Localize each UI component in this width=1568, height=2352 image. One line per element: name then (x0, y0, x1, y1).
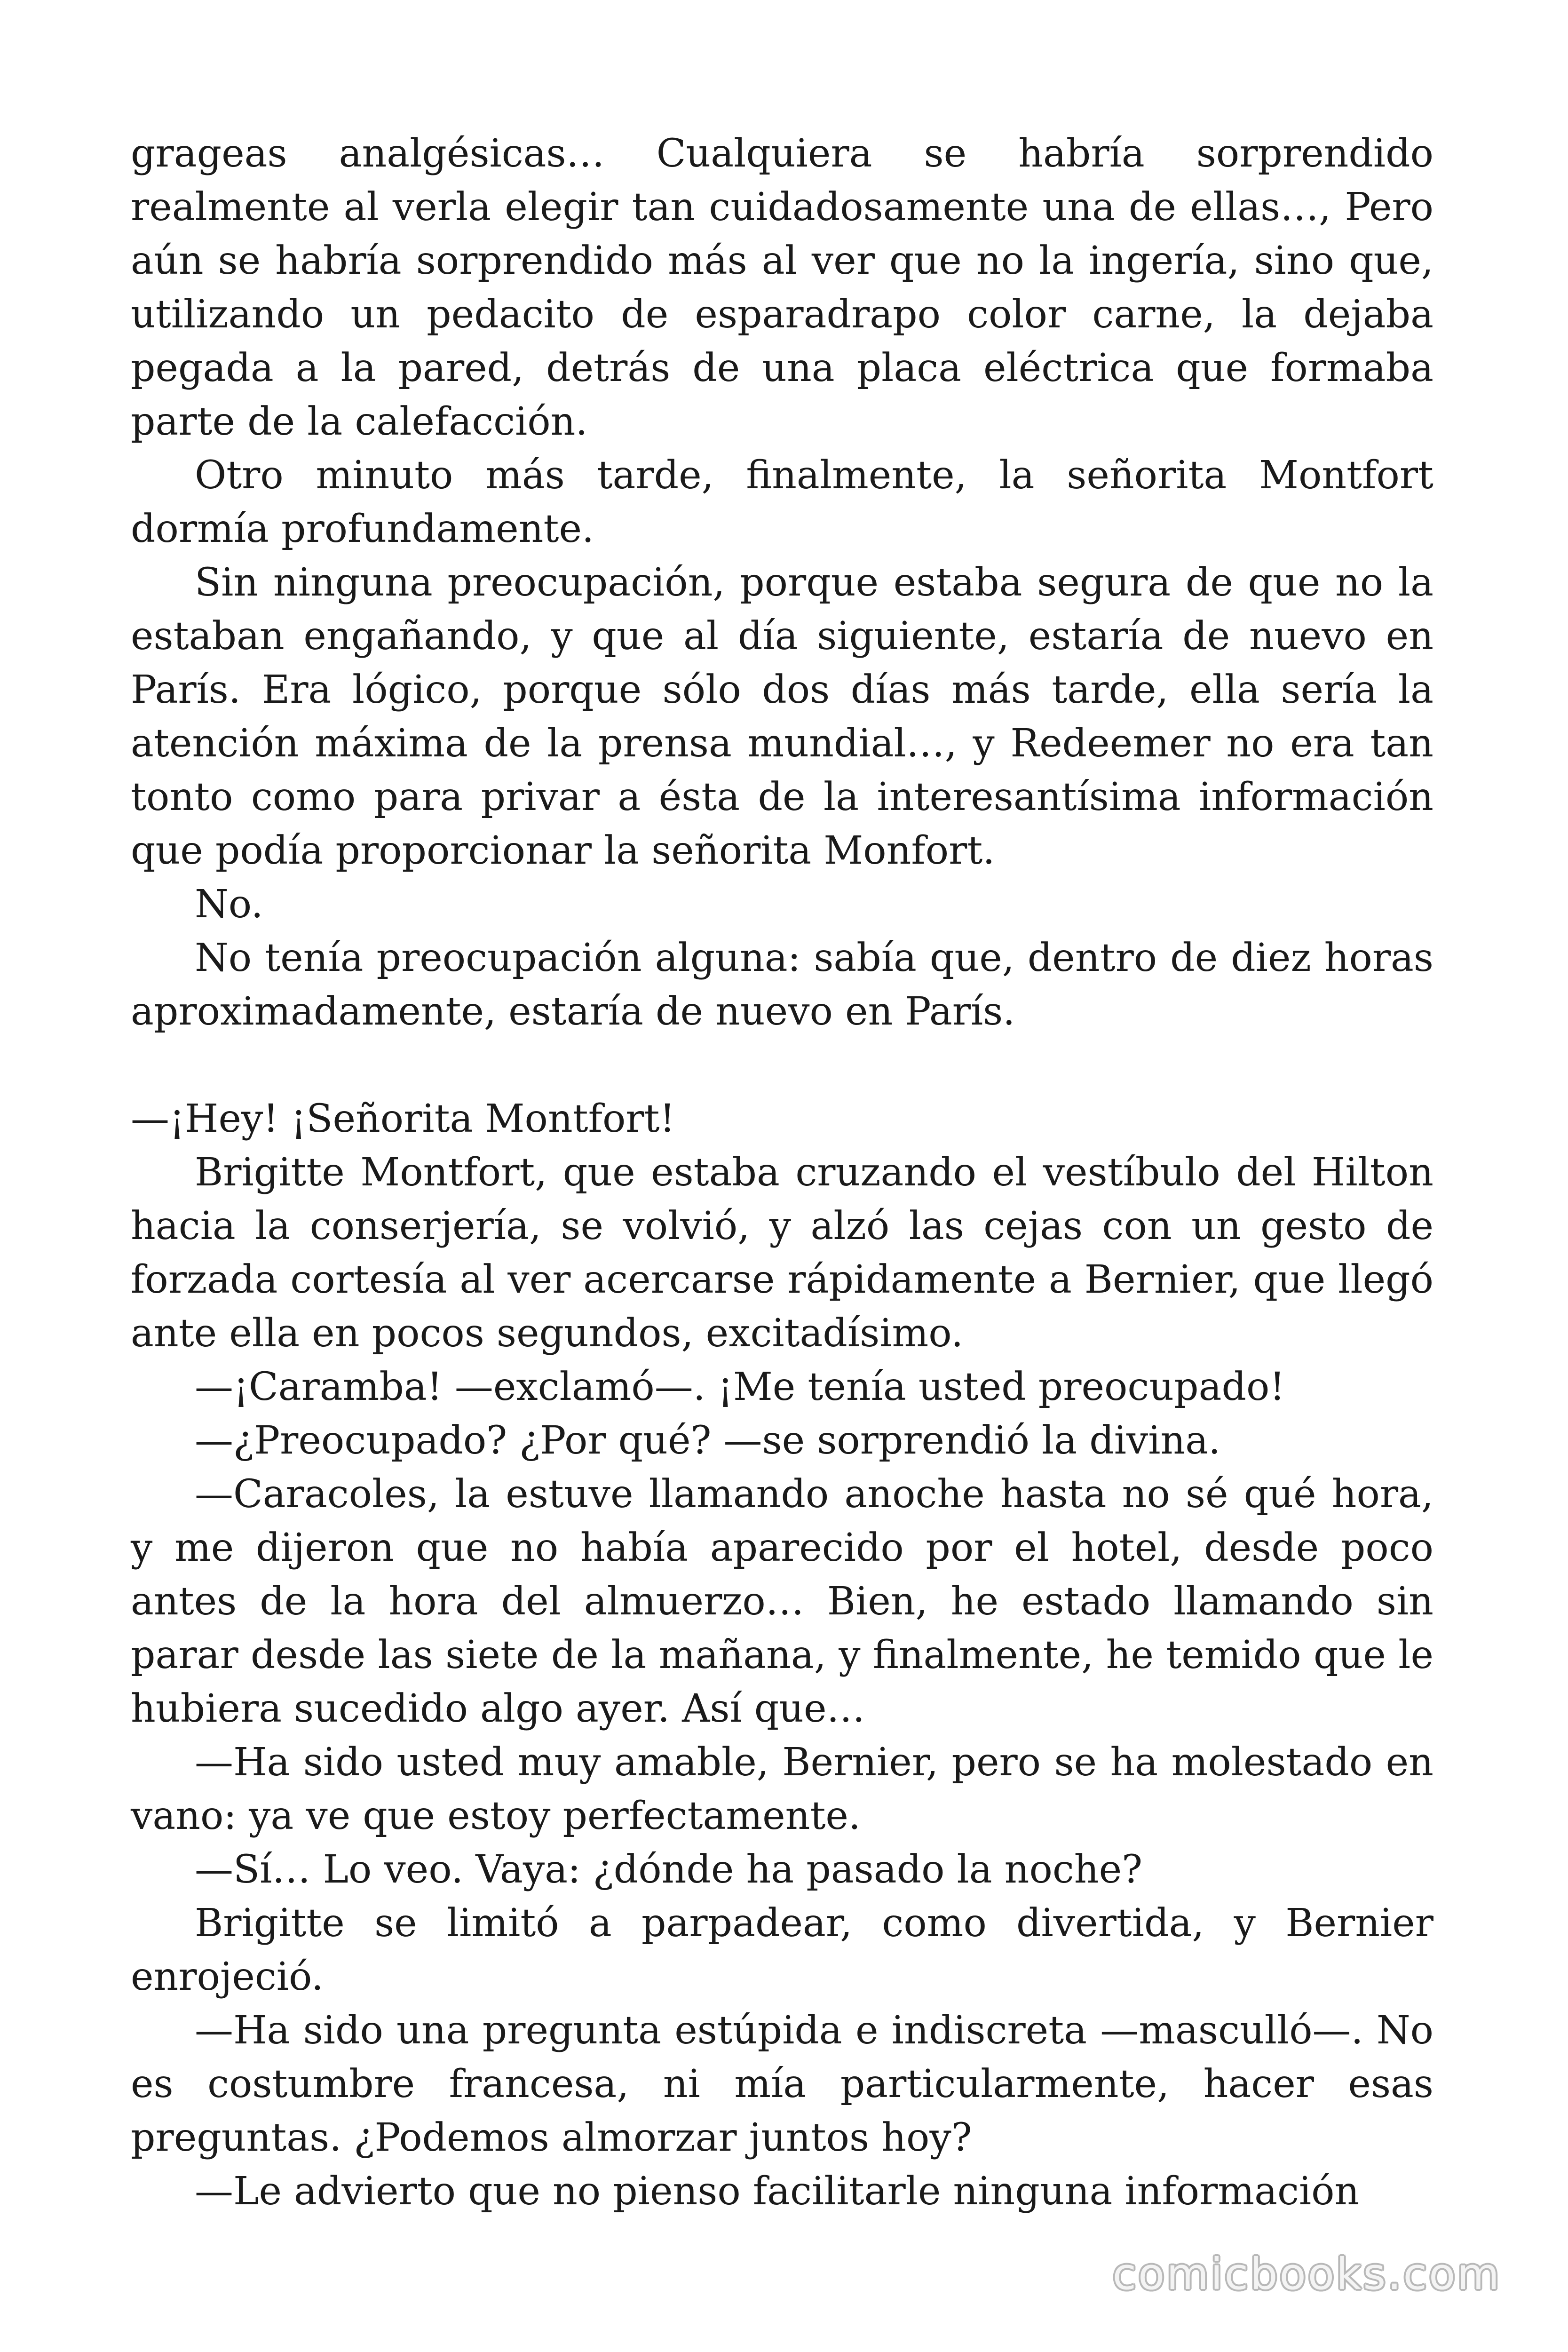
paragraph: —Sí… Lo veo. Vaya: ¿dónde ha pasado la noche? (195, 1847, 1143, 1892)
paragraph: No tenía preocupación alguna: sabía que, dentro de diez horas aproximadamente, estaría de nuevo en París. (131, 936, 1433, 1034)
paragraph: Brigitte Montfort, que estaba cruzando el vestíbulo del Hilton hacia la conserjería, se volvió, y alzó las cejas con un gesto de forzada cortesía al ver acercarse rápidamente a Bernier, que llegó ante ella en pocos segundos, excitadísimo. (131, 1150, 1433, 1356)
paragraph: —¡Hey! ¡Señorita Montfort! (131, 1097, 675, 1141)
paragraph: Sin ninguna preocupación, porque estaba segura de que no la estaban engañando, y que al día siguiente, estaría de nuevo en París. Era lógico, porque sólo dos días más tarde, ella sería la atención máxima de la prensa mundial…, y Redeemer no era tan tonto como para privar a ésta de la interesantísima información que podía proporcionar la señorita Monfort. (131, 560, 1433, 873)
section-break (131, 1039, 1433, 1092)
page-body (131, 127, 1433, 2218)
paragraph: —Le advierto que no pienso facilitarle ninguna información (195, 2169, 1360, 2214)
paragraph: Brigitte se limitó a parpadear, como divertida, y Bernier enrojeció. (131, 1901, 1433, 1999)
paragraph: grageas analgésicas… Cualquiera se habría sorprendido realmente al verla elegir tan cuidadosamente una de ellas…, Pero aún se habría sorprendido más al ver que no la ingería, sino que, utilizando un pedacito de esparadrapo color carne, la dejaba pegada a la pared, detrás de una placa eléctrica que formaba parte de la calefacción. (131, 131, 1433, 444)
paragraph: No. (195, 882, 263, 927)
paragraph: —¿Preocupado? ¿Por qué? —se sorprendió la divina. (195, 1418, 1221, 1463)
watermark-logo: comicbooks.com (1112, 2249, 1501, 2299)
paragraph: —Caracoles, la estuve llamando anoche hasta no sé qué hora, y me dijeron que no había aparecido por el hotel, desde poco antes de la hora del almuerzo… Bien, he estado llamando sin parar desde las siete de la mañana, y finalmente, he temido que le hubiera sucedido algo ayer. Así que… (131, 1472, 1433, 1731)
paragraph: —Ha sido usted muy amable, Bernier, pero se ha molestado en vano: ya ve que estoy perfectamente. (131, 1740, 1433, 1838)
paragraph: —Ha sido una pregunta estúpida e indiscreta —masculló—. No es costumbre francesa, ni mía particularmente, hacer esas preguntas. ¿Podemos almorzar juntos hoy? (131, 2008, 1433, 2160)
paragraph: Otro minuto más tarde, finalmente, la señorita Montfort dormía profundamente. (131, 453, 1433, 551)
paragraph: —¡Caramba! —exclamó—. ¡Me tenía usted preocupado! (195, 1365, 1285, 1409)
